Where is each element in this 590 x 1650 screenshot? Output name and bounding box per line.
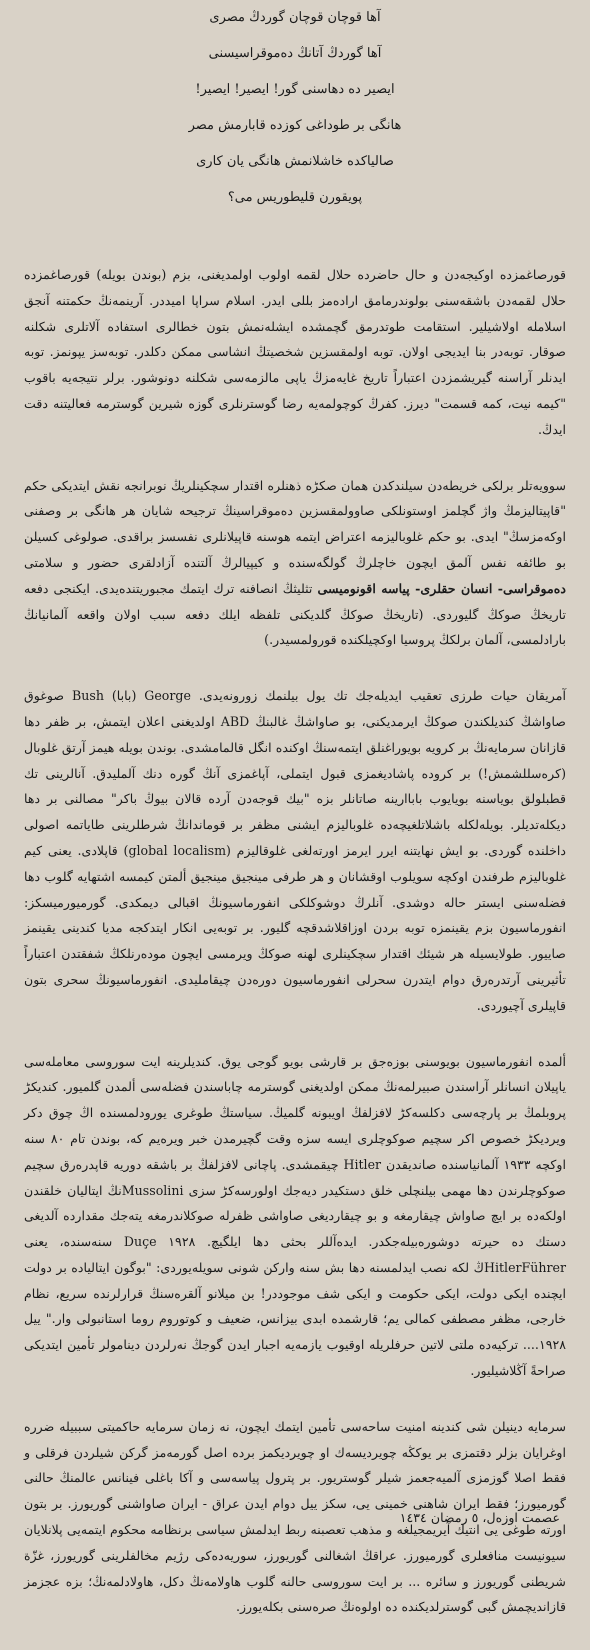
author-signature-date: عصمت اوزەل، ٥ رمضان ١٤٣٤ [399,1510,560,1525]
poem-line: آها قوچان قوچان گوردڭ مصری [209,10,381,25]
poem [0,4,590,220]
paragraph-5: سرمایه دینیلن شی کندینه امنیت ساحەسی تأمین ایتمك ایچون، نه زمان سرمایه حاکمیتی سببیله ضرره اوغرایان بزلر دقتمزی بر یوکڭه چویردیسەك او چویردیکمز برده اصل گورمەمز گرکن شیلردن فرقلی و فقط اصلا گوزمزی آلمیەجعمز شیلر گوستریور. بر پترول پیاسەسی و آکا باغلی فینانس عالمنڭ حالنی گورمیورز؛ فقط ایران شاهنی خمینی یی، سکز ییل دوام ایدن عراق - ایران صاواشنی گوریورز. بر بتون اورته طوغی یی انتیك آیریمجیلغه و مذهب تعصبنه ربط ایدلمش سیاسی برنظامه محکوم ایتمەیی پلانلایان سیونیست منافعلری گورمیورز. عراقڭ اشغالنی گوریورز، سوریەدەکی رژیم مخالفلرینی گوریورز، غزّة شریطنی گوریورز و سائره ... بر ایت سوروسی حالنه گلوب هاولامەنڭ دکل، هاولادلمەنڭ؛ بزه عجزمز قازاندیچمش گبی گوسترلدیکنده ده اولوەنڭ صرەسنی بکلەیورز. [24,1418,566,1615]
paragraph-2-text-after: تثلیثڭ انصافنه ترك ایتمك مجبوریتندەیدی. ایکنجی دفعه تاریخڭ صوکڭ گلیوردی. (تاریخڭ صوکڭ گلدیکنی تلفظه ایلك دفعه سبب اولان واقعه آلمانیانڭ بارادلمسی، آلمان برلکڭ پروسیا اوکچیلکنده قورولمسیدر.) [24,580,566,648]
paragraph-4: ألمده انفورماسیون بویوسنی بوزەجق بر قارشی بویو گوجی یوق. کندیلرینه ایت سوروسی معاملەسی یاپیلان انسانلر آراسندن صبیرلمەنڭ ممکن اولدیغنی گوسترمه چاباسندن فضلەسی ألمدن گلمیور. کندیکڑ پروبلمڭ بر پارچەسی دکلسەکڑ لافزلفڭ اویبونه گلمیڭ. سیاستڭ طوغری یورودلمسنده اڭ چوق دکر ویردیکڑ خصوص اکر سچیم صوکوچلری ایسه سزه وقت گچیرمدن خبر ویرەیم که، بوندن تام ٨٠ سنه اوکچه ١٩٣٣ آلمانیاسنده صاندیقدن Hitler چیقمشدی. پاچانی لافزلفڭ بر باشقه دوریه قاپدرەرق سچیم صوکوچلرندن دها مهمی بیلنچلی خلق دستکیدر دیەجك اولورسەکڑ سزی Mussoliniنڭ ایتالیان خلقندن اولکەده بر ایچ صاواش چیقارمغه و بو چیقاردیغی صاواشی ظفرله صوکلاندرمغه یتەجك مقدارده آلدیغی دستك ده حیرته دوشورەبیلەجکدر. ایده‌آللر بحثی دها ایلگیچ. ١٩٢٨ Duçe سنەسنده، یعنی HitlerFührerڭ لکه نصب ایدلمسنه دها بش سنه وارکن شونی سویلەیوردی: "بوگون ایتالیاده بر دولت ایچنده ایکی دولت، ایکی حکومت و ایکی شف موجوددر! بن میلانو آلقرەسنڭ قرارلرنده سریع، نظام خارجی، مظفر مصطفی کمالی یم؛ قارشمده ابدی بیزانس، ضعیف و کوتوروم روما استانبولی وار." ییل ١٩٢٨.... ترکیەده ملتی لاتین حرفلریله اوقیوب یازمەیه اجبار ایدن گوجڭ نەرلردن دینامولر تأمین ایتدیکی صراحةً آڭلاشیلیور. [24,1053,566,1379]
poem-line: صالیاکده خاشلانمش هانگی یان کاری [196,154,394,169]
paragraph-2-text-before: سوویەتلر برلکی خریطەدن سیلندکدن همان صکڑه ذهنلره اقتدار سچکینلریڭ نوبرانجه نقش ایتدیکی حکم "قاپیتالیزمڭ واژ گچلمز اوستونلکی صاوولمقسزین دەموقراسینڭ ترجیحه شایان هر هانگی بر وصفنی اوکەمزسڭ" ایدی. بو حکم غلوبالیزمه اعتراض ایتمه هوسنه قاپیلانلری نفسسز براقدی. صولوغی کسیلن بو طائفه نفس آلمق ایچون خاچلرڭ گولگەسنده و کیپیالرڭ آلتنده آزادلقری حضور و سلامتی [24,477,566,570]
paragraph-3: آمریقان حیات طرزی تعقیب ایدیلەجك تك یول بیلنمك زورونەیدی. George (بابا) Bush صوغوق صاواشڭ کندیلکندن صوکڭ ایرمدیکنی، بو صاواشڭ غالبنڭ ABD اولدیغنی اعلان ایتمش، بر ظفر دها قازانان سرمایەنڭ بر کرویه بویوراغنلق ایتمەسنڭ اوکنده انگل قالمامشدی. بوندن بویله هیمز آرتق غلوبال (کرەسللشمش!) بر کروده پاشادیغمزی قبول ایتملی، آپاغمزی آنڭ گوره دنك آلملیدق. آنالرینی تك قطبلولق بویاسنه بویایوب باباارینه صاتانلر بزه "بیك قوجەدن آرده قالان بیوڭ باکر" مصالنی بر دها دیکلەتدیلر. بویلەلکله باشلاتلغیچەده غلوبالیزم ایشنی مظفر بر قوماندانڭ شرطلرینی طایاتمه اصولی داخلنده گوردی. بو ایش نهایتنه ایرر ایرمز اورتەلغی غلوقالیزم (global localism) قاپلادی. یعنی کیم غلوبالیزم طرفندن اوکچه سویلوب اوقشانان و هر طرفی مینجیق مینجیق ألمتن کیمسه اشتهایه گلوب دها فضلەسنی ایستر حاله دوشدی. آنلرڭ دوشوکلکی انفورماسیونڭ اقبالی دیمکدی. گورمیورمیسکز: انفورماسیون بزم یقینمزه توبه بردن اوزاقلاشدقچه گلیور. بر توبەیی انکار ایتدکجه مدیا کندینی یقینمز صاییور. طولایسیله هر شیئك اقتدار سچکینلری لهنه صوکڭ ویرمسی ایچون موده‌رنلکڭ شفقتدن اعتباراً تأثیرینی آرتدرەرق دوام ایتدرن سحرلی انفورماسیون دورەدن چیقاملیدی. انفورماسیونڭ سحری بتون قاپیلری آچیوردی. [24,688,567,1013]
poem-line: پویقورن قلیطوریس می؟ [227,190,363,205]
paragraph-2 [24,473,566,654]
paragraph-2-bold-phrase: دەموقراسی- انسان حقلری- پیاسه اقونومیسی [317,580,566,596]
paragraph-1: قورصاغمزده اوکیجەدن و حال حاضرده حلال لقمە اولوب اولمدیغنی، بزم (بوندن بویله) قورصاغمزده حلال لقمەدن باشقەسنی بولوندرمامق ارادەمز بللی ایدر. اسلام سراپا امیددر. آرینمەنڭ حکمتنە آنجق اسلامله اولاشیلیر. استقامت طوتدرمق گچمشده ایشلەنمش بتون خطالری استفاده آلاتلری شکلنه صوقار. توبەدر بنا ایدیجی اولان. توبه اولمقسزین شخصیتڭ انشاسی ممکن دکلدر. توبەسز یپونمز. توبه ایدنلر آراسنه گیریشمزدن اعتباراً تاریخ غایەمزڭ یاپی مالزمەسی شکلنه دونوشور. برلر نتیجەیه باقوب "کیمه نیت، کمه قسمت" دیرز. کفرڭ کوچولمەیه رضا گوسترنلری گوزه شیرین گوسترمه فعالیتنه دقت ایدڭ. [24,267,566,437]
article-body [24,262,566,1650]
poem-line: ایصیر ده دهاسنی گور! ایصیر! ایصیر! [195,82,395,97]
poem-line: آها گوردڭ آتانڭ دەموقراسیسنی [208,46,382,61]
poem-line: هانگی بر طوداغی کوزده قابارمش مصر [188,118,402,133]
